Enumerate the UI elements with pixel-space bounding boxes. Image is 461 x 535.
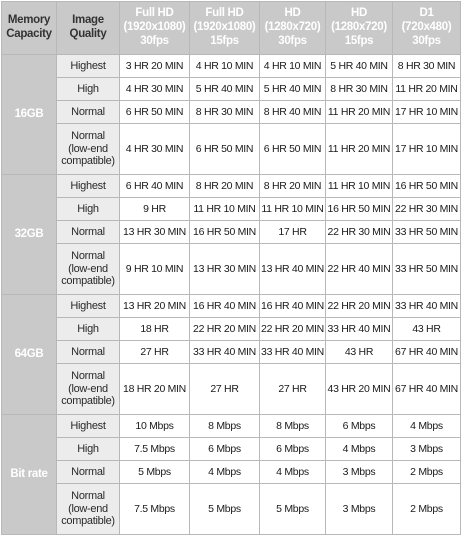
quality-cell: High — [57, 198, 120, 221]
table-row — [2, 415, 461, 438]
recording-time-table — [1, 1, 461, 535]
value-cell: 67 HR 40 MIN — [393, 341, 461, 364]
quality-cell: Highest — [57, 175, 120, 198]
value-cell: 5 HR 40 MIN — [190, 78, 260, 101]
quality-cell: High — [57, 438, 120, 461]
value-cell: 9 HR 10 MIN — [120, 244, 190, 295]
value-cell: 9 HR — [120, 198, 190, 221]
value-cell: 8 HR 30 MIN — [393, 55, 461, 78]
table-row — [2, 364, 461, 415]
header-memory-capacity: Memory Capacity — [2, 2, 57, 55]
value-cell: 17 HR 10 MIN — [393, 124, 461, 175]
value-cell: 11 HR 20 MIN — [393, 78, 461, 101]
table-row — [2, 124, 461, 175]
value-cell: 10 Mbps — [120, 415, 190, 438]
value-cell: 43 HR 20 MIN — [326, 364, 393, 415]
value-cell: 33 HR 40 MIN — [393, 295, 461, 318]
header-full-hd-30fps: Full HD (1920x1080) 30fps — [120, 2, 190, 55]
value-cell: 17 HR — [260, 221, 326, 244]
value-cell: 8 Mbps — [190, 415, 260, 438]
value-cell: 6 HR 40 MIN — [120, 175, 190, 198]
value-cell: 22 HR 20 MIN — [260, 318, 326, 341]
group-label: 64GB — [2, 295, 57, 415]
table-row — [2, 175, 461, 198]
header-image-quality: Image Quality — [57, 2, 120, 55]
table-row — [2, 461, 461, 484]
group-label: 16GB — [2, 55, 57, 175]
value-cell: 6 Mbps — [326, 415, 393, 438]
group-label: 32GB — [2, 175, 57, 295]
value-cell: 22 HR 30 MIN — [393, 198, 461, 221]
value-cell: 33 HR 40 MIN — [260, 341, 326, 364]
value-cell: 22 HR 20 MIN — [190, 318, 260, 341]
value-cell: 5 HR 40 MIN — [326, 55, 393, 78]
value-cell: 22 HR 40 MIN — [326, 244, 393, 295]
value-cell: 4 Mbps — [260, 461, 326, 484]
value-cell: 4 Mbps — [393, 415, 461, 438]
table-row — [2, 244, 461, 295]
value-cell: 2 Mbps — [393, 461, 461, 484]
value-cell: 11 HR 10 MIN — [190, 198, 260, 221]
value-cell: 18 HR — [120, 318, 190, 341]
value-cell: 33 HR 50 MIN — [393, 244, 461, 295]
value-cell: 4 HR 30 MIN — [120, 78, 190, 101]
value-cell: 2 Mbps — [393, 484, 461, 535]
value-cell: 6 HR 50 MIN — [120, 101, 190, 124]
quality-cell: Normal — [57, 221, 120, 244]
table-row — [2, 438, 461, 461]
quality-cell: Normal — [57, 341, 120, 364]
quality-cell: Normal (low-end compatible) — [57, 244, 120, 295]
table-row — [2, 78, 461, 101]
value-cell: 16 HR 50 MIN — [190, 221, 260, 244]
quality-cell: Normal (low-end compatible) — [57, 364, 120, 415]
table-row — [2, 198, 461, 221]
value-cell: 8 HR 20 MIN — [260, 175, 326, 198]
value-cell: 3 HR 20 MIN — [120, 55, 190, 78]
value-cell: 4 Mbps — [326, 438, 393, 461]
value-cell: 11 HR 20 MIN — [326, 101, 393, 124]
quality-cell: Normal (low-end compatible) — [57, 124, 120, 175]
value-cell: 11 HR 10 MIN — [326, 175, 393, 198]
value-cell: 22 HR 30 MIN — [326, 221, 393, 244]
value-cell: 4 HR 30 MIN — [120, 124, 190, 175]
value-cell: 8 HR 40 MIN — [260, 101, 326, 124]
header-full-hd-15fps: Full HD (1920x1080) 15fps — [190, 2, 260, 55]
value-cell: 27 HR — [190, 364, 260, 415]
value-cell: 3 Mbps — [393, 438, 461, 461]
value-cell: 7.5 Mbps — [120, 484, 190, 535]
value-cell: 43 HR — [393, 318, 461, 341]
table-body — [2, 55, 461, 535]
table-row — [2, 484, 461, 535]
value-cell: 4 HR 10 MIN — [260, 55, 326, 78]
table-header — [2, 2, 461, 55]
value-cell: 6 HR 50 MIN — [190, 124, 260, 175]
value-cell: 5 HR 40 MIN — [260, 78, 326, 101]
value-cell: 13 HR 20 MIN — [120, 295, 190, 318]
value-cell: 16 HR 50 MIN — [393, 175, 461, 198]
value-cell: 8 HR 20 MIN — [190, 175, 260, 198]
quality-cell: Normal (low-end compatible) — [57, 484, 120, 535]
table-row — [2, 318, 461, 341]
value-cell: 5 Mbps — [190, 484, 260, 535]
value-cell: 8 HR 30 MIN — [190, 101, 260, 124]
header-row — [2, 2, 461, 55]
value-cell: 16 HR 50 MIN — [326, 198, 393, 221]
quality-cell: High — [57, 318, 120, 341]
table-row — [2, 295, 461, 318]
value-cell: 43 HR — [326, 341, 393, 364]
quality-cell: High — [57, 78, 120, 101]
header-d1-30fps: D1 (720x480) 30fps — [393, 2, 461, 55]
value-cell: 16 HR 40 MIN — [260, 295, 326, 318]
value-cell: 7.5 Mbps — [120, 438, 190, 461]
value-cell: 3 Mbps — [326, 484, 393, 535]
quality-cell: Highest — [57, 55, 120, 78]
table-row — [2, 101, 461, 124]
value-cell: 16 HR 40 MIN — [190, 295, 260, 318]
value-cell: 33 HR 40 MIN — [190, 341, 260, 364]
value-cell: 27 HR — [120, 341, 190, 364]
value-cell: 11 HR 10 MIN — [260, 198, 326, 221]
value-cell: 33 HR 50 MIN — [393, 221, 461, 244]
value-cell: 8 Mbps — [260, 415, 326, 438]
value-cell: 4 Mbps — [190, 461, 260, 484]
quality-cell: Normal — [57, 461, 120, 484]
value-cell: 4 HR 10 MIN — [190, 55, 260, 78]
value-cell: 22 HR 20 MIN — [326, 295, 393, 318]
value-cell: 8 HR 30 MIN — [326, 78, 393, 101]
value-cell: 13 HR 40 MIN — [260, 244, 326, 295]
value-cell: 3 Mbps — [326, 461, 393, 484]
table-row — [2, 55, 461, 78]
value-cell: 11 HR 20 MIN — [326, 124, 393, 175]
value-cell: 27 HR — [260, 364, 326, 415]
value-cell: 5 Mbps — [260, 484, 326, 535]
value-cell: 17 HR 10 MIN — [393, 101, 461, 124]
value-cell: 13 HR 30 MIN — [120, 221, 190, 244]
value-cell: 6 HR 50 MIN — [260, 124, 326, 175]
quality-cell: Highest — [57, 295, 120, 318]
header-hd-30fps: HD (1280x720) 30fps — [260, 2, 326, 55]
value-cell: 5 Mbps — [120, 461, 190, 484]
table-row — [2, 341, 461, 364]
value-cell: 6 Mbps — [260, 438, 326, 461]
quality-cell: Highest — [57, 415, 120, 438]
value-cell: 67 HR 40 MIN — [393, 364, 461, 415]
quality-cell: Normal — [57, 101, 120, 124]
header-hd-15fps: HD (1280x720) 15fps — [326, 2, 393, 55]
value-cell: 18 HR 20 MIN — [120, 364, 190, 415]
value-cell: 6 Mbps — [190, 438, 260, 461]
value-cell: 33 HR 40 MIN — [326, 318, 393, 341]
group-label: Bit rate — [2, 415, 57, 535]
value-cell: 13 HR 30 MIN — [190, 244, 260, 295]
table-row — [2, 221, 461, 244]
